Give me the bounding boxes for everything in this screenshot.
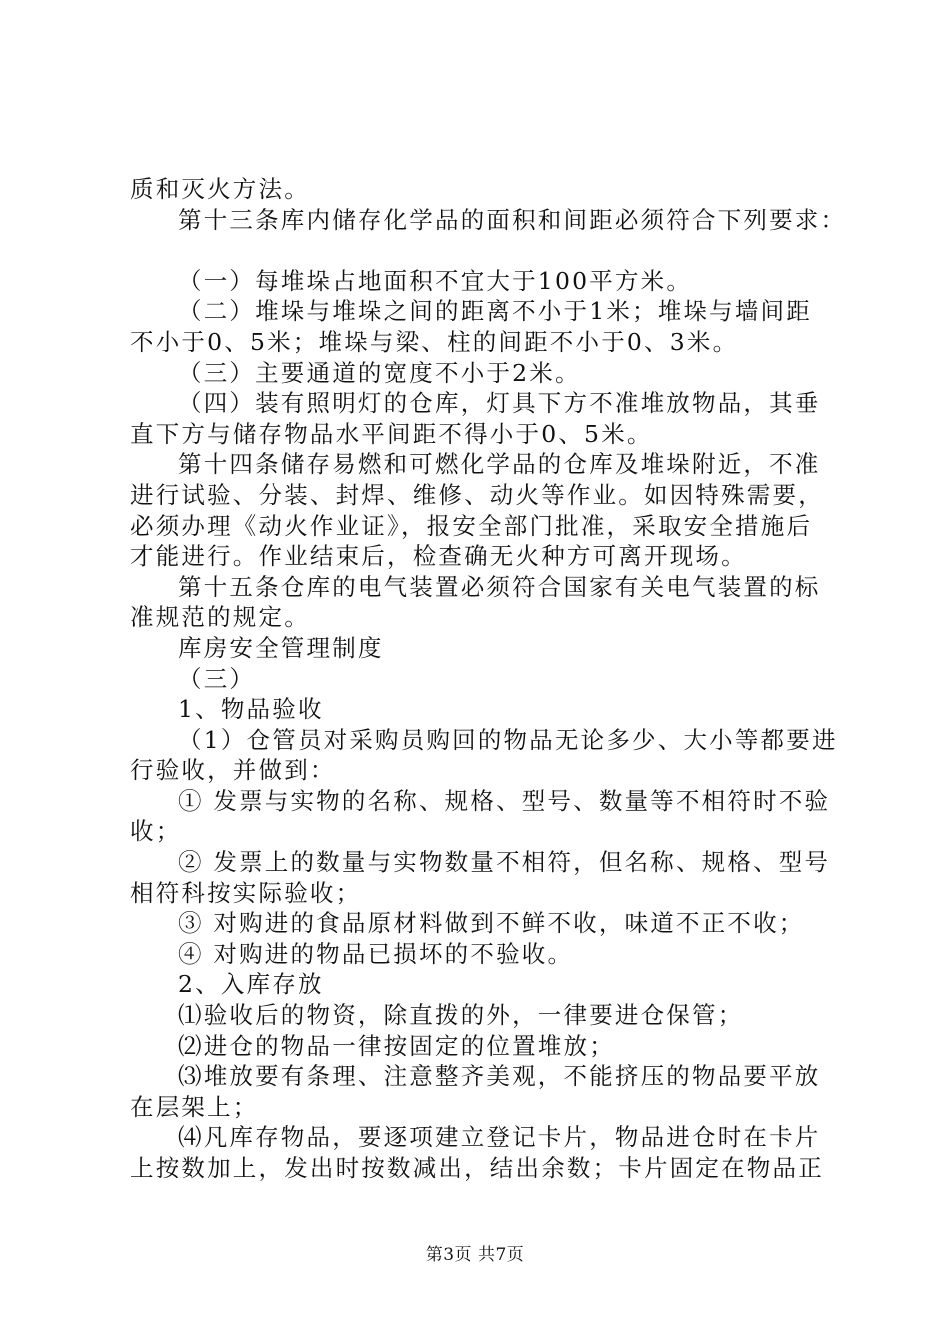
blank-line <box>130 235 838 266</box>
text-line: 才能进行。作业结束后，检查确无火种方可离开现场。 <box>130 542 747 571</box>
text-line: （1）仓管员对采购员购回的物品无论多少、大小等都要进 <box>178 725 838 754</box>
text-line: 上按数加上，发出时按数减出，结出余数；卡片固定在物品正 <box>130 1154 824 1182</box>
text-line: 直下方与储存物品水平间距不得小于0、5米。 <box>130 419 653 448</box>
text-line: 第十四条储存易燃和可燃化学品的仓库及堆垛附近，不准 <box>178 450 821 479</box>
text-line: ② 发票上的数量与实物数量不相符，但名称、规格、型号 <box>178 848 831 877</box>
text-line: 不小于0、5米；堆垛与梁、柱的间距不小于0、3米。 <box>130 327 739 356</box>
text-line: （二）堆垛与堆垛之间的距离不小于1米；堆垛与墙间距 <box>178 297 812 326</box>
text-line: 收； <box>130 817 182 846</box>
text-line: ④ 对购进的物品已损坏的不验收。 <box>178 939 574 968</box>
text-line: 质和灭火方法。 <box>130 175 310 203</box>
text-line: 库房安全管理制度 <box>178 633 384 662</box>
text-line: （一）每堆垛占地面积不宜大于100平方米。 <box>178 266 693 295</box>
text-line: （四）装有照明灯的仓库，灯具下方不准堆放物品，其垂 <box>178 389 821 418</box>
text-line: 第十五条仓库的电气装置必须符合国家有关电气装置的标 <box>178 572 821 601</box>
text-line: 相符科按实际验收； <box>130 878 362 907</box>
text-line: 第十三条库内储存化学品的面积和间距必须符合下列要求： <box>178 205 847 234</box>
text-line: 2、入库存放 <box>178 970 324 999</box>
text-line: ⑵进仓的物品一律按固定的位置堆放； <box>178 1031 615 1060</box>
text-line: ① 发票与实物的名称、规格、型号、数量等不相符时不验 <box>178 786 831 815</box>
text-line: ③ 对购进的食品原材料做到不鲜不收，味道不正不收； <box>178 909 805 938</box>
text-line: 进行试验、分装、封焊、维修、动火等作业。如因特殊需要， <box>130 480 824 509</box>
text-line: （三）主要通道的宽度不小于2米。 <box>178 358 581 387</box>
text-line: ⑴验收后的物资，除直拨的外，一律要进仓保管； <box>178 1001 744 1030</box>
document-body <box>130 174 847 1184</box>
text-line: 行验收，并做到： <box>130 756 336 785</box>
text-line: 准规范的规定。 <box>130 603 310 632</box>
text-line: 1、物品验收 <box>178 695 324 724</box>
page-footer: 第3页 共7页 <box>425 1245 525 1265</box>
text-line: ⑷凡库存物品，要逐项建立登记卡片，物品进仓时在卡片 <box>178 1123 821 1152</box>
text-line: （三） <box>178 664 256 693</box>
text-line: 在层架上； <box>130 1092 259 1121</box>
text-line: 必须办理《动火作业证》，报安全部门批准，采取安全措施后 <box>130 511 813 540</box>
text-line: ⑶堆放要有条理、注意整齐美观，不能挤压的物品要平放 <box>178 1062 821 1091</box>
